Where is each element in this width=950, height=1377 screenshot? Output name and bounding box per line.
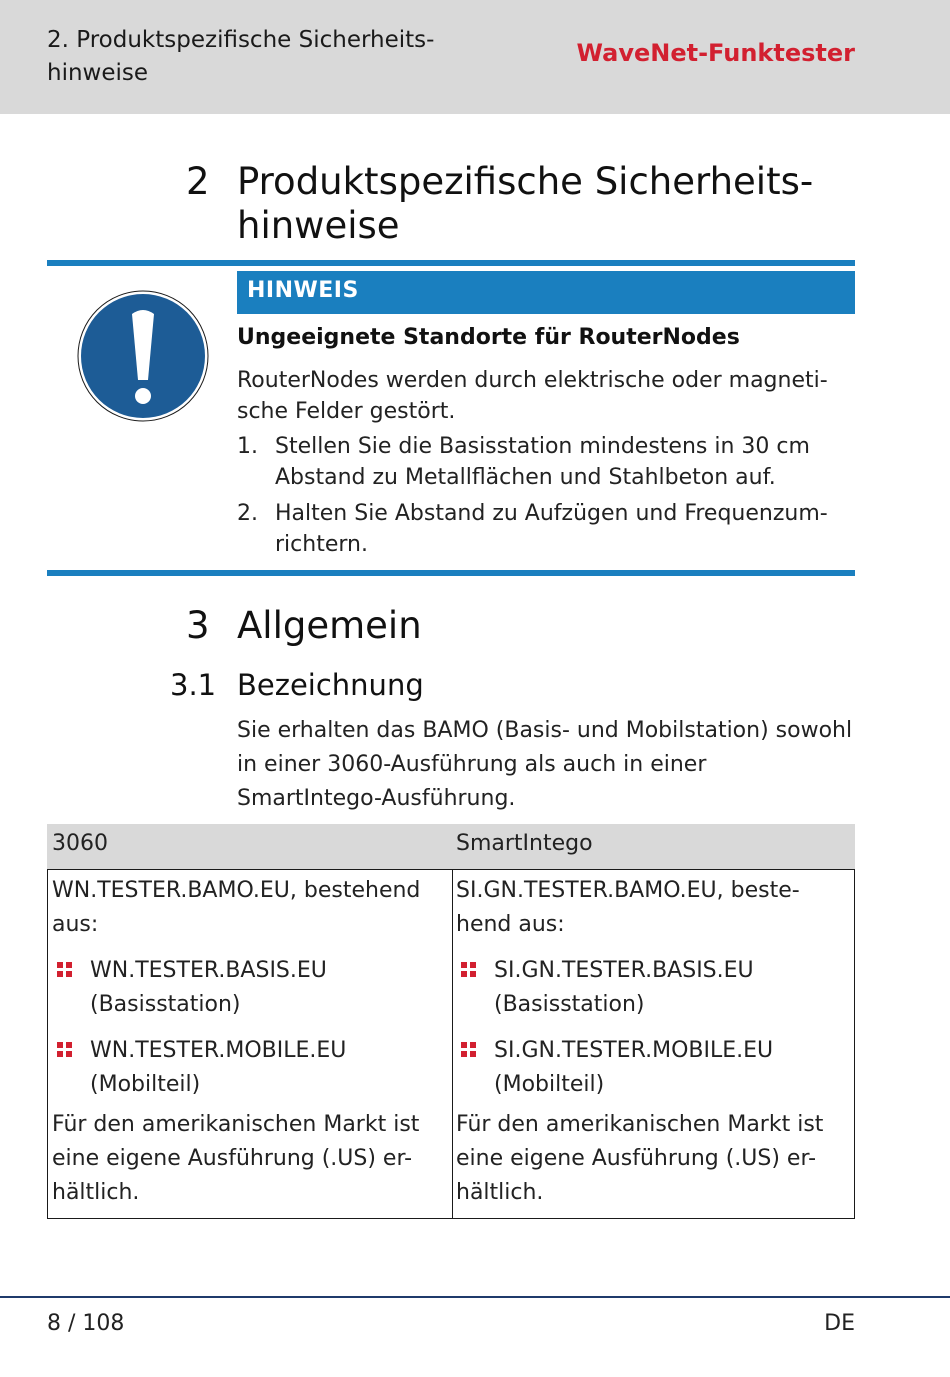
header-chapter-title: 2. Produktspezifische Sicherheits-hinweise: [47, 27, 435, 86]
notice-subtitle: Ungeeignete Standorte für RouterNodes: [237, 325, 740, 350]
language-code: DE: [824, 1311, 855, 1336]
item-code: WN.TESTER.BASIS.EU: [90, 958, 327, 983]
step-number: 1.: [237, 434, 258, 459]
table-body-row: [47, 869, 855, 1219]
section-3-number: 3: [186, 604, 210, 647]
table-header-row: [47, 824, 855, 869]
item-description: (Mobilteil): [494, 1072, 605, 1097]
table-header-cell: 3060: [52, 831, 108, 856]
item-description: (Basisstation): [494, 992, 645, 1017]
red-square-bullet-icon: [57, 962, 73, 978]
cell-lead-text: SI.GN.TESTER.BAMO.EU, beste-hend aus:: [456, 878, 800, 937]
item-description: (Mobilteil): [90, 1072, 201, 1097]
section-3-title: Allgemein: [237, 604, 422, 647]
notice-body: RouterNodes werden durch elektrische oder magneti-sche Felder gestört.: [237, 368, 828, 424]
red-square-bullet-icon: [461, 962, 477, 978]
column-divider: [452, 870, 453, 1218]
list-item: [52, 954, 448, 1022]
section-3-1-title: Bezeichnung: [237, 668, 424, 702]
section-2-title-line1: Produktspezifische Sicherheits-: [237, 160, 814, 203]
section-intro-paragraph: Sie erhalten das BAMO (Basis- und Mobilstation) sowohl in einer 3060-Ausführung als auch in einer SmartIntego-Ausführung.: [237, 718, 853, 811]
step-number: 2.: [237, 501, 258, 526]
item-description: (Basisstation): [90, 992, 241, 1017]
table-header-cell: SmartIntego: [456, 831, 593, 856]
section-2-number: 2: [186, 160, 210, 203]
notice-label: HINWEIS: [247, 278, 359, 303]
item-code: SI.GN.TESTER.MOBILE.EU: [494, 1038, 774, 1063]
cell-lead-text: WN.TESTER.BAMO.EU, bestehend aus:: [52, 878, 421, 937]
cell-note-text: Für den amerikanischen Markt ist eine eigene Ausführung (.US) er-hältlich.: [52, 1112, 420, 1205]
table-cell-smartintego: [456, 874, 852, 1210]
red-square-bullet-icon: [461, 1042, 477, 1058]
step-text: Stellen Sie die Basisstation mindestens in 30 cm Abstand zu Metallflächen und Stahlbeton auf.: [275, 434, 810, 490]
section-3-1-number: 3.1: [170, 668, 217, 702]
red-square-bullet-icon: [57, 1042, 73, 1058]
list-item: [456, 1034, 852, 1102]
notice-banner: [237, 271, 855, 314]
exclamation-mandatory-icon: [77, 290, 209, 422]
section-2-title-line2: hinweise: [237, 204, 400, 247]
table-cell-3060: [52, 874, 448, 1210]
page-header: [0, 0, 950, 114]
list-item: [52, 1034, 448, 1102]
page-number: 8 / 108: [47, 1311, 125, 1336]
footer-rule: [0, 1296, 950, 1298]
header-product-name: WaveNet-Funktester: [576, 39, 855, 67]
item-code: SI.GN.TESTER.BASIS.EU: [494, 958, 754, 983]
notice-bottom-rule: [47, 570, 855, 576]
item-code: WN.TESTER.MOBILE.EU: [90, 1038, 347, 1063]
cell-note-text: Für den amerikanischen Markt ist eine eigene Ausführung (.US) er-hältlich.: [456, 1112, 824, 1205]
step-text: Halten Sie Abstand zu Aufzügen und Frequenzum-richtern.: [275, 501, 828, 557]
list-item: [456, 954, 852, 1022]
notice-top-rule: [47, 260, 855, 266]
